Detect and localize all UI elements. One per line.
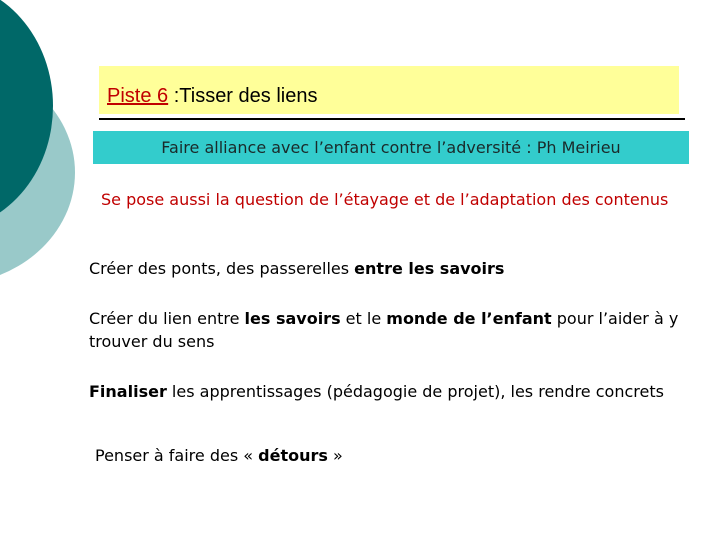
list-item: Créer des ponts, des passerelles entre les savoirs <box>89 259 505 278</box>
slide-title <box>107 85 317 108</box>
emphasis: monde de l’enfant <box>386 309 552 328</box>
emphasis: les savoirs <box>244 309 341 328</box>
title-box <box>99 66 679 114</box>
intro-question: Se pose aussi la question de l’étayage et de l’adaptation des contenus <box>101 190 669 209</box>
list-item: Créer du lien entre les savoirs et le monde de l’enfant pour l’aider à y trouver du sens <box>89 309 679 351</box>
list-item: Finaliser les apprentissages (pédagogie de projet), les rendre concrets <box>89 382 664 401</box>
emphasis: entre les savoirs <box>354 259 505 278</box>
title-piste-number: Piste 6 <box>107 85 169 107</box>
title-text: :Tisser des liens <box>168 85 318 107</box>
title-underline <box>99 118 685 120</box>
emphasis: Finaliser <box>89 382 167 401</box>
list-item: Penser à faire des « détours » <box>95 446 343 465</box>
emphasis: détours <box>258 446 328 465</box>
subtitle-banner: Faire alliance avec l’enfant contre l’adversité : Ph Meirieu <box>93 131 689 164</box>
